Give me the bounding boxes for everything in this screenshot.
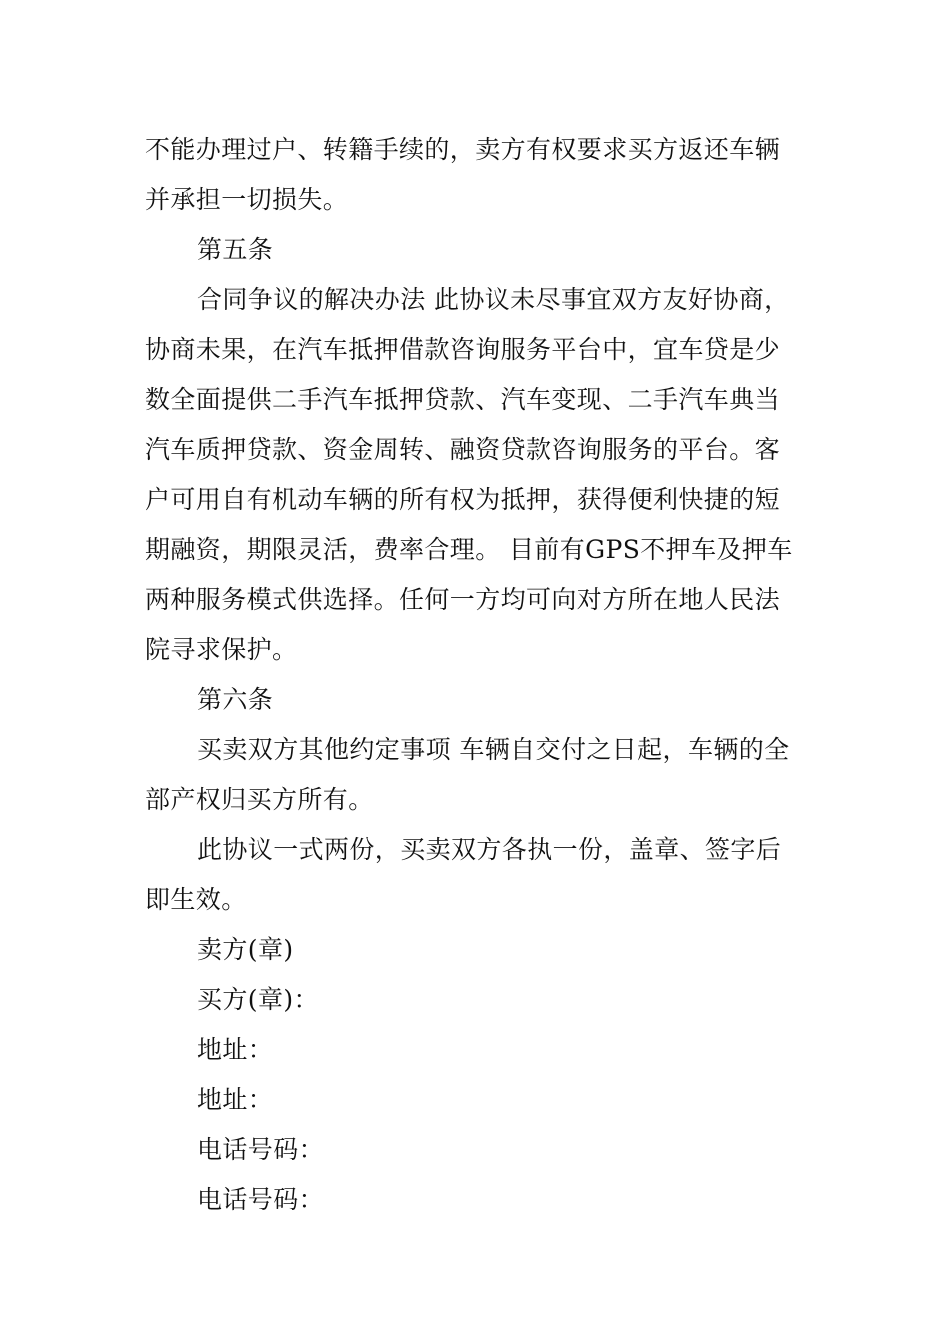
- article-heading: 第六条: [197, 685, 274, 714]
- paragraph-line: 院寻求保护。: [145, 635, 298, 664]
- buyer-phone-label: 电话号码：: [197, 1185, 325, 1214]
- article-heading: 第五条: [197, 235, 274, 264]
- paragraph-line: 部产权归买方所有。: [145, 785, 374, 814]
- paragraph-line: 不能办理过户、转籍手续的，卖方有权要求买方返还车辆: [145, 135, 781, 164]
- paragraph-line: 汽车质押贷款、资金周转、融资贷款咨询服务的平台。客: [145, 435, 781, 464]
- paragraph-line: 买卖双方其他约定事项 车辆自交付之日起，车辆的全: [197, 735, 790, 764]
- document-body: [145, 125, 807, 1225]
- paragraph-line: 合同争议的解决办法 此协议未尽事宜双方友好协商，: [197, 285, 790, 314]
- buyer-address-label: 地址：: [197, 1085, 274, 1114]
- paragraph-line: 此协议一式两份，买卖双方各执一份，盖章、签字后: [197, 835, 782, 864]
- seller-phone-label: 电话号码：: [197, 1135, 325, 1164]
- buyer-seal-label: 买方(章)：: [197, 985, 319, 1014]
- seller-seal-label: 卖方(章): [197, 935, 294, 964]
- paragraph-line: 两种服务模式供选择。任何一方均可向对方所在地人民法: [145, 585, 781, 614]
- seller-address-label: 地址：: [197, 1035, 274, 1064]
- paragraph-line: 并承担一切损失。: [145, 185, 349, 214]
- paragraph-line: 期融资，期限灵活，费率合理。 目前有GPS不押车及押车: [145, 535, 793, 564]
- paragraph-line: 数全面提供二手汽车抵押贷款、汽车变现、二手汽车典当: [145, 385, 781, 414]
- paragraph-line: 协商未果，在汽车抵押借款咨询服务平台中，宜车贷是少: [145, 335, 781, 364]
- paragraph-line: 户可用自有机动车辆的所有权为抵押，获得便利快捷的短: [145, 485, 781, 514]
- paragraph-line: 即生效。: [145, 885, 247, 914]
